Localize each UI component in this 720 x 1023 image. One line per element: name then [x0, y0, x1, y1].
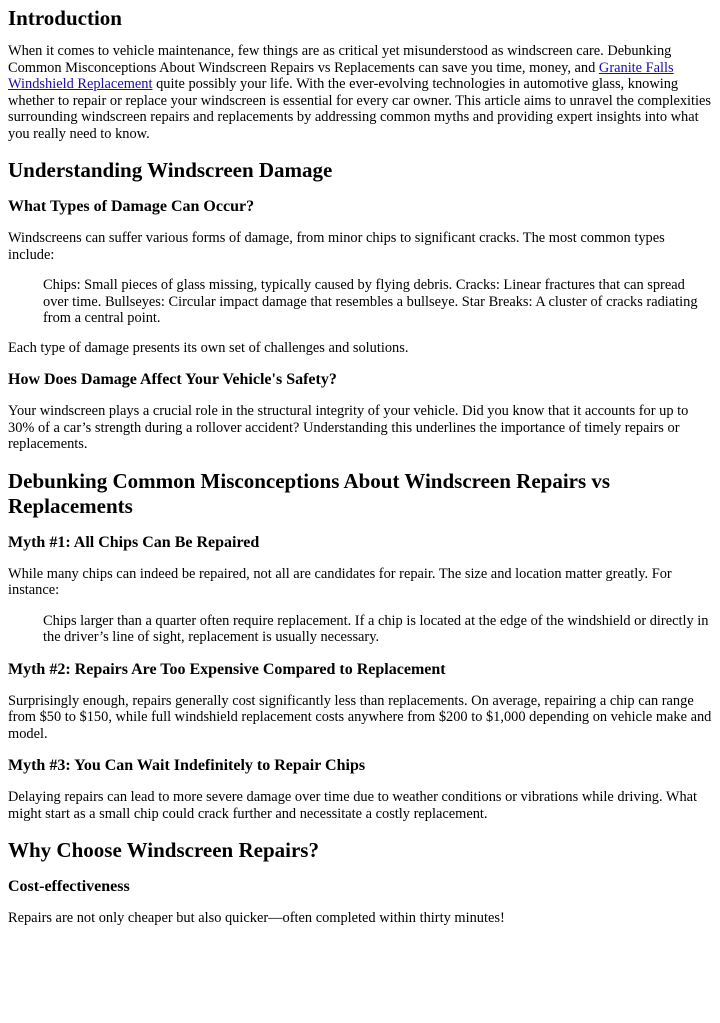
myth-2-paragraph: Surprisingly enough, repairs generally cost significantly less than replacements. On average, repairing a chip can range from $50 to $150, while full windshield replacement costs anywhere from $200 to $1,000 depending on vehicle make and model.	[8, 692, 712, 742]
debunking-heading: Debunking Common Misconceptions About Windscreen Repairs vs Replacements	[8, 468, 611, 518]
understanding-heading: Understanding Windscreen Damage	[8, 158, 333, 182]
damage-types-quote: Chips: Small pieces of glass missing, typically caused by flying debris. Cracks: Linear fractures that can spread over time. Bullseyes: Circular impact damage that resembles a bullseye. Star Breaks: A cluster of cracks radiating from a central point.	[43, 277, 698, 326]
damage-types-after-paragraph: Each type of damage presents its own set of challenges and solutions.	[8, 339, 409, 356]
cost-effectiveness-paragraph: Repairs are not only cheaper but also quicker—often completed within thirty minutes!	[8, 910, 505, 926]
intro-text-after-link: quite possibly your life. With the ever-evolving technologies in automotive glass, knowing whether to repair or replace your windscreen is essential for every car owner. This article aims to unravel the complexities surrounding windscreen repairs and replacements by addressing common myths and providing expert insights into what you really need to know.	[8, 76, 712, 142]
intro-heading: Introduction	[8, 6, 122, 30]
article	[0, 6, 720, 927]
cost-effectiveness-heading: Cost-effectiveness	[8, 878, 130, 895]
myth-3-heading: Myth #3: You Can Wait Indefinitely to Repair Chips	[8, 757, 366, 774]
why-repairs-heading: Why Choose Windscreen Repairs?	[8, 838, 319, 862]
safety-heading: How Does Damage Affect Your Vehicle's Safety?	[8, 371, 337, 388]
myth-1-paragraph: While many chips can indeed be repaired, not all are candidates for repair. The size and location matter greatly. For instance:	[8, 565, 672, 598]
safety-paragraph: Your windscreen plays a crucial role in the structural integrity of your vehicle. Did you know that it accounts for up to 30% of a car’s strength during a rollover accident? Understanding this underlines the importance of timely repairs or replacements.	[8, 403, 689, 452]
myth-3-paragraph: Delaying repairs can lead to more severe damage over time due to weather conditions or vibrations while driving. What might start as a small chip could crack further and necessitate a costly replacement.	[8, 789, 698, 822]
myth-2-heading: Myth #2: Repairs Are Too Expensive Compared to Replacement	[8, 660, 446, 678]
damage-types-paragraph: Windscreens can suffer various forms of damage, from minor chips to significant cracks. The most common types include:	[8, 230, 665, 263]
myth-1-heading: Myth #1: All Chips Can Be Repaired	[8, 533, 260, 551]
damage-types-heading: What Types of Damage Can Occur?	[8, 198, 255, 215]
granite-falls-windshield-replacement-link[interactable]: Granite Falls Windshield Replacement	[8, 59, 674, 92]
intro-paragraph	[8, 43, 712, 142]
myth-1-quote: Chips larger than a quarter often require replacement. If a chip is located at the edge of the windshield or directly in the driver’s line of sight, replacement is usually necessary.	[43, 612, 709, 645]
intro-text-before-link: When it comes to vehicle maintenance, few things are as critical yet misunderstood as windscreen care. Debunking Common Misconceptions About Windscreen Repairs vs Replacements can save you time, money, and	[8, 43, 672, 76]
